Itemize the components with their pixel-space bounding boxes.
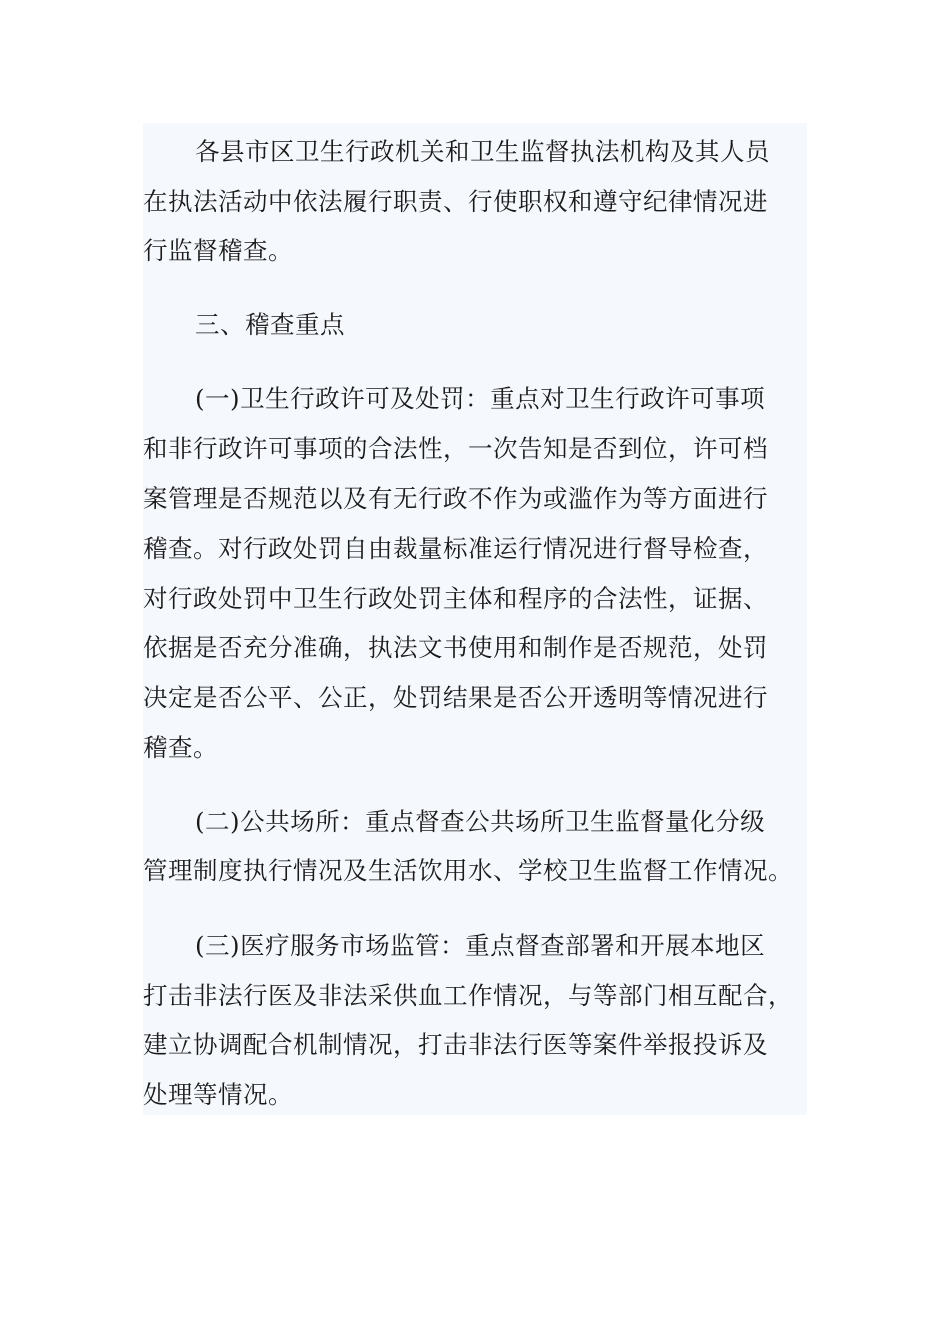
paragraph-line: 在执法活动中依法履行职责、行使职权和遵守纪律情况进 [143, 187, 768, 216]
document-body [143, 123, 807, 1115]
item-line: 管理制度执行情况及生活饮用水、学校卫生监督工作情况。 [143, 856, 793, 885]
item-line: (三)医疗服务市场监管：重点督查部署和开展本地区 [195, 931, 766, 960]
item-line: 案管理是否规范以及有无行政不作为或滥作为等方面进行 [143, 484, 768, 513]
item-line: 稽查。对行政处罚自由裁量标准运行情况进行督导检查， [143, 534, 768, 563]
item-line: 依据是否充分准确，执法文书使用和制作是否规范，处罚 [143, 633, 768, 662]
item-line: 对行政处罚中卫生行政处罚主体和程序的合法性，证据、 [143, 584, 768, 613]
item-line: 处理等情况。 [143, 1080, 293, 1109]
item-line: (一)卫生行政许可及处罚：重点对卫生行政许可事项 [195, 384, 766, 413]
item-line: 和非行政许可事项的合法性，一次告知是否到位，许可档 [143, 434, 768, 463]
section-heading: 三、稽查重点 [195, 310, 345, 339]
paragraph-line: 行监督稽查。 [143, 236, 293, 265]
item-line: 决定是否公平、公正，处罚结果是否公开透明等情况进行 [143, 683, 768, 712]
item-line: 打击非法行医及非法采供血工作情况，与等部门相互配合， [143, 981, 793, 1010]
paragraph-line: 各县市区卫生行政机关和卫生监督执法机构及其人员 [195, 137, 770, 166]
item-line: 建立协调配合机制情况，打击非法行医等案件举报投诉及 [143, 1030, 768, 1059]
item-line: 稽查。 [143, 733, 218, 762]
item-line: (二)公共场所：重点督查公共场所卫生监督量化分级 [195, 807, 766, 836]
